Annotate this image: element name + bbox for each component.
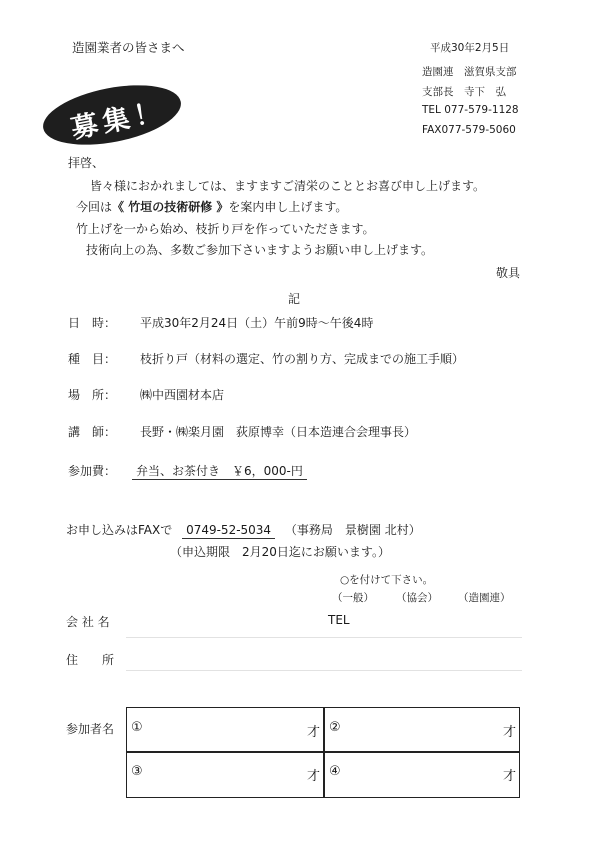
participant-2-number: ② [329, 720, 341, 735]
option-association[interactable]: （協会） [396, 592, 438, 604]
address-field-line[interactable] [126, 670, 522, 671]
option-federation[interactable]: （造園連） [458, 592, 511, 604]
place-label: 場 所： [68, 388, 117, 402]
addressee: 造園業者の皆さまへ [72, 40, 185, 55]
sender-tel: TEL 077-579-1128 [422, 104, 519, 116]
participants-label: 参加者名 [66, 722, 115, 736]
letter-line-3: 竹上げを一から始め、枝折り戸を作っていただきます。 [76, 222, 375, 236]
ki-heading: 記 [288, 292, 301, 306]
application-line [66, 521, 421, 538]
sender-organization: 造園連 滋賀県支部 [422, 66, 517, 78]
training-title: 《 竹垣の技術研修 》 [112, 200, 229, 214]
company-field-line[interactable] [126, 637, 522, 638]
subject-value: 枝折り戸（材料の選定、竹の割り方、完成までの施工手順） [140, 352, 465, 366]
date-value: 平成30年2月24日（土）午前9時～午後4時 [140, 316, 374, 330]
sender-fax: FAX077-579-5060 [422, 124, 516, 136]
participants-grid [126, 707, 520, 798]
greeting: 拝啓、 [68, 156, 105, 170]
instructor-label: 講 師： [68, 425, 117, 439]
subject-label: 種 目： [68, 352, 117, 366]
fax-number: 0749-52-5034 [182, 523, 275, 539]
place-value: ㈱中西園材本店 [140, 388, 225, 402]
mark-note: ○を付けて下さい。 [340, 574, 434, 586]
tel-label: TEL [328, 613, 350, 627]
participant-2-age-unit: 才 [503, 725, 517, 740]
participant-3-age-unit: 才 [307, 769, 321, 784]
letter-line-2-suffix: を案内申し上げます。 [228, 200, 348, 214]
letter-line-2 [76, 198, 347, 215]
document-date: 平成30年2月5日 [430, 42, 510, 54]
closing: 敬具 [496, 266, 521, 280]
sender-leader: 支部長 寺下 弘 [422, 86, 506, 98]
participant-4-age-unit: 才 [503, 769, 517, 784]
grid-divider-horizontal [127, 751, 519, 753]
participant-4-number: ④ [329, 764, 341, 779]
address-label: 住 所 [66, 653, 115, 667]
grid-divider-vertical [323, 708, 325, 797]
date-label: 日 時： [68, 316, 117, 330]
fee-label: 参加費： [68, 464, 117, 478]
application-prefix: お申し込みはFAXで [66, 523, 173, 537]
instructor-value: 長野・㈱楽月園 荻原博幸（日本造連合会理事長） [140, 425, 417, 439]
application-deadline: （申込期限 2月20日迄にお願います。） [170, 545, 390, 559]
participant-1-number: ① [131, 720, 143, 735]
fee-value: 弁当、お茶付き ￥6，000-円 [132, 464, 307, 480]
company-label: 会 社 名 [66, 615, 110, 629]
participant-3-number: ③ [131, 764, 143, 779]
letter-line-4: 技術向上の為、多数ご参加下さいますようお願い申し上げます。 [86, 243, 434, 257]
recruitment-badge-text: 募集！ [68, 96, 169, 145]
participant-1-age-unit: 才 [307, 725, 321, 740]
option-general[interactable]: （一般） [332, 592, 374, 604]
letter-line-2-prefix: 今回は [76, 200, 113, 214]
letter-line-1: 皆々様におかれましては、ますますご清栄のこととお喜び申し上げます。 [90, 179, 486, 193]
fee-value-wrap [132, 462, 307, 479]
office-contact: （事務局 景樹園 北村） [284, 523, 421, 537]
